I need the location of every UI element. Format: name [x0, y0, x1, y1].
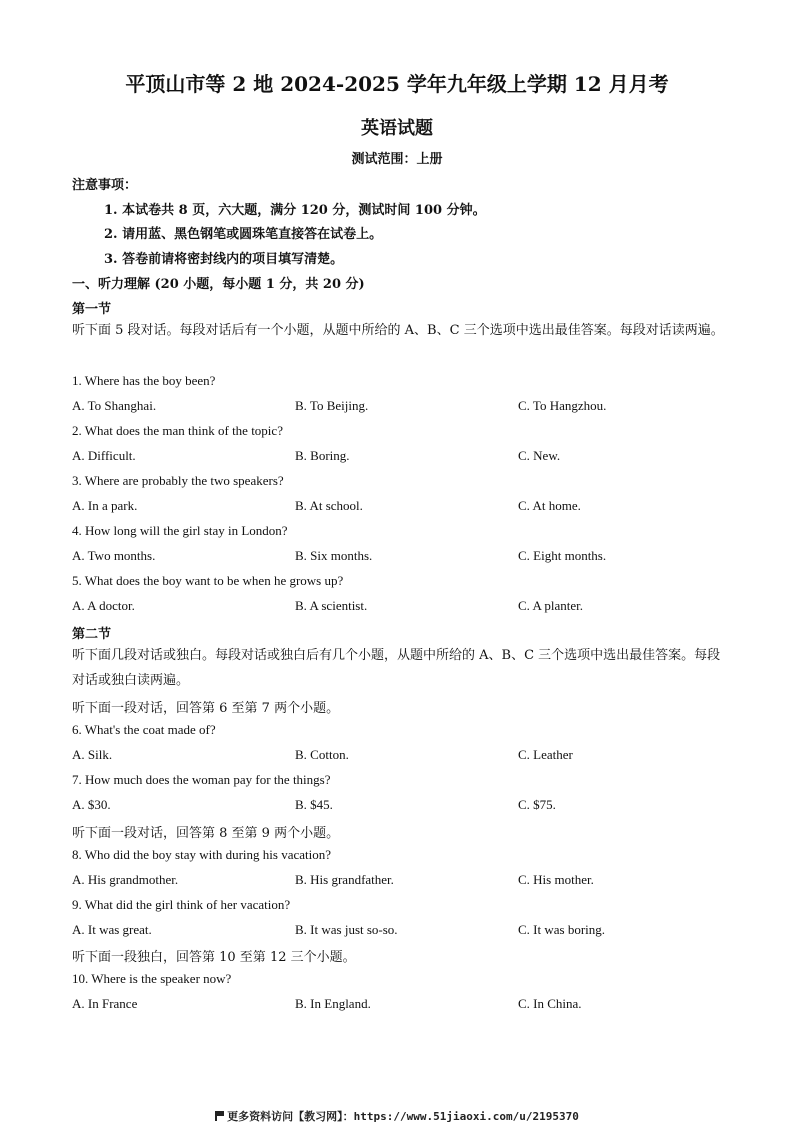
q3-option-b: B. At school.	[295, 498, 363, 513]
notice-item-3: 3. 答卷前请将密封线内的项目填写清楚。	[104, 252, 344, 267]
test-scope: 测试范围：上册	[351, 152, 443, 167]
section-heading-listening: 一、听力理解 (20 小题，每小题 1 分，共 20 分)	[72, 277, 365, 292]
q4-option-a: A. Two months.	[72, 548, 156, 563]
part2-sub-instruction-1: 听下面一段对话，回答第 6 至第 7 两个小题。	[72, 701, 340, 716]
q1-option-b: B. To Beijing.	[295, 398, 369, 413]
q10-option-a: A. In France	[72, 996, 138, 1011]
subject-title: 英语试题	[361, 118, 433, 139]
notice-item-1: 1. 本试卷共 8 页，六大题，满分 120 分，测试时间 100 分钟。	[104, 203, 486, 218]
question-7: 7. How much does the woman pay for the things?	[72, 772, 331, 787]
question-9: 9. What did the girl think of her vacation?	[72, 897, 291, 912]
q8-option-a: A. His grandmother.	[72, 872, 179, 887]
q2-option-c: C. New.	[518, 448, 561, 463]
q8-option-c: C. His mother.	[518, 872, 594, 887]
q7-option-b: B. $45.	[295, 797, 333, 812]
q7-option-c: C. $75.	[518, 797, 556, 812]
q9-option-b: B. It was just so-so.	[295, 922, 398, 937]
q3-option-c: C. At home.	[518, 498, 581, 513]
q5-option-c: C. A planter.	[518, 598, 583, 613]
exam-title: 平顶山市等 2 地 2024-2025 学年九年级上学期 12 月月考	[125, 72, 669, 96]
q5-option-b: B. A scientist.	[295, 598, 368, 613]
part2-sub-instruction-2: 听下面一段对话，回答第 8 至第 9 两个小题。	[72, 826, 340, 841]
part1-instruction: 听下面 5 段对话。每段对话后有一个小题，从题中所给的 A、B、C 三个选项中选出最佳答案。每段对话读两遍。	[72, 323, 724, 338]
question-3: 3. Where are probably the two speakers?	[72, 473, 284, 488]
q2-option-a: A. Difficult.	[72, 448, 136, 463]
question-8: 8. Who did the boy stay with during his vacation?	[72, 847, 331, 862]
q4-option-c: C. Eight months.	[518, 548, 607, 563]
q9-option-c: C. It was boring.	[518, 922, 606, 937]
q10-option-c: C. In China.	[518, 996, 582, 1011]
q6-option-b: B. Cotton.	[295, 747, 349, 762]
question-1: 1. Where has the boy been?	[72, 373, 216, 388]
q10-option-b: B. In England.	[295, 996, 371, 1011]
q9-option-a: A. It was great.	[72, 922, 152, 937]
question-6: 6. What's the coat made of?	[72, 722, 216, 737]
notice-heading: 注意事项：	[72, 178, 138, 193]
question-4: 4. How long will the girl stay in London?	[72, 523, 288, 538]
part1-label: 第一节	[72, 302, 112, 317]
q7-option-a: A. $30.	[72, 797, 111, 812]
q8-option-b: B. His grandfather.	[295, 872, 394, 887]
q6-option-c: C. Leather	[518, 747, 573, 762]
question-10: 10. Where is the speaker now?	[72, 971, 232, 986]
q5-option-a: A. A doctor.	[72, 598, 135, 613]
question-2: 2. What does the man think of the topic?	[72, 423, 283, 438]
footer-text: 更多资料访问【教习网】：https://www.51jiaoxi.com/u/2195370	[227, 1110, 579, 1123]
q6-option-a: A. Silk.	[72, 747, 113, 762]
footer-link[interactable]	[0, 1108, 794, 1124]
question-5: 5. What does the boy want to be when he grows up?	[72, 573, 344, 588]
part2-sub-instruction-3: 听下面一段独白，回答第 10 至第 12 三个小题。	[72, 950, 356, 965]
part2-label: 第二节	[72, 627, 112, 642]
notice-item-2: 2. 请用蓝、黑色钢笔或圆珠笔直接答在试卷上。	[104, 227, 383, 242]
q1-option-a: A. To Shanghai.	[72, 398, 157, 413]
flag-icon	[215, 1111, 224, 1121]
part2-instruction: 听下面几段对话或独白。每段对话或独白后有几个小题，从题中所给的 A、B、C 三个选项中选出最佳答案。每段对话或独白读两遍。	[72, 648, 721, 688]
q2-option-b: B. Boring.	[295, 448, 350, 463]
q4-option-b: B. Six months.	[295, 548, 373, 563]
q3-option-a: A. In a park.	[72, 498, 138, 513]
q1-option-c: C. To Hangzhou.	[518, 398, 607, 413]
